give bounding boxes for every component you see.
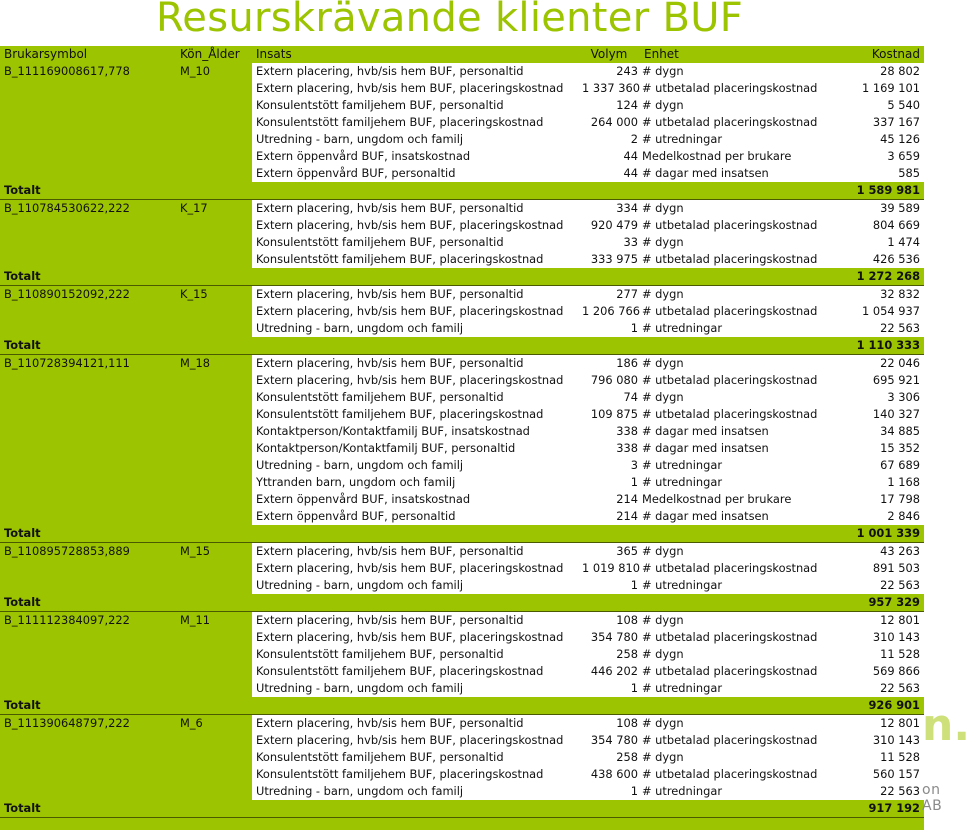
kon-alder-cell (176, 251, 252, 268)
insats-cell: Extern öppenvård BUF, insatskostnad (252, 148, 578, 165)
footer-band-cell (0, 818, 924, 830)
insats-cell: Konsulentstött familjehem BUF, placeringskostnad (252, 766, 578, 783)
kon-alder-cell: M_11 (176, 612, 252, 630)
volym-cell: 3 (578, 457, 640, 474)
brukarsymbol-cell: B_111112384097,222 (0, 612, 176, 630)
enhet-cell: # dygn (640, 355, 840, 373)
kon-alder-cell (176, 680, 252, 697)
table-row (0, 457, 924, 474)
table-row (0, 200, 924, 218)
kon-alder-cell: K_17 (176, 200, 252, 218)
brukarsymbol-cell (0, 749, 176, 766)
kostnad-cell: 12 801 (840, 715, 924, 733)
volym-cell: 1 (578, 320, 640, 337)
brukarsymbol-cell: B_110728394121,111 (0, 355, 176, 373)
column-header-insats: Insats (252, 46, 578, 63)
table-row (0, 320, 924, 337)
table-row (0, 406, 924, 423)
enhet-cell: # utbetalad placeringskostnad (640, 560, 840, 577)
volym-cell: 365 (578, 543, 640, 561)
table-row (0, 715, 924, 733)
kostnad-cell: 695 921 (840, 372, 924, 389)
volym-cell: 186 (578, 355, 640, 373)
table-row (0, 165, 924, 182)
insats-cell: Konsulentstött familjehem BUF, placeringskostnad (252, 251, 578, 268)
kon-alder-cell (176, 560, 252, 577)
enhet-cell: # dygn (640, 715, 840, 733)
brukarsymbol-cell (0, 766, 176, 783)
kon-alder-cell (176, 234, 252, 251)
total-row (0, 268, 924, 286)
brukarsymbol-cell (0, 646, 176, 663)
volym-cell: 1 (578, 577, 640, 594)
kon-alder-cell (176, 406, 252, 423)
kon-alder-cell (176, 457, 252, 474)
enhet-cell: # utbetalad placeringskostnad (640, 114, 840, 131)
brukarsymbol-cell: B_110890152092,222 (0, 286, 176, 304)
kostnad-cell: 22 563 (840, 783, 924, 800)
volym-cell: 1 019 810 (578, 560, 640, 577)
kon-alder-cell (176, 165, 252, 182)
insats-cell: Extern öppenvård BUF, personaltid (252, 508, 578, 525)
enhet-cell: # utbetalad placeringskostnad (640, 303, 840, 320)
kostnad-cell: 1 168 (840, 474, 924, 491)
brukarsymbol-cell (0, 491, 176, 508)
kon-alder-cell (176, 423, 252, 440)
kostnad-cell: 337 167 (840, 114, 924, 131)
volym-cell: 243 (578, 63, 640, 80)
kostnad-cell: 28 802 (840, 63, 924, 80)
volym-cell: 108 (578, 612, 640, 630)
brukarsymbol-cell (0, 131, 176, 148)
brukarsymbol-cell (0, 783, 176, 800)
enhet-cell: # dygn (640, 612, 840, 630)
table-row (0, 389, 924, 406)
kostnad-cell: 310 143 (840, 629, 924, 646)
volym-cell: 108 (578, 715, 640, 733)
kostnad-cell: 22 563 (840, 680, 924, 697)
insats-cell: Konsulentstött familjehem BUF, personaltid (252, 646, 578, 663)
total-row (0, 182, 924, 200)
total-label: Totalt (0, 525, 840, 543)
enhet-cell: # dagar med insatsen (640, 508, 840, 525)
volym-cell: 74 (578, 389, 640, 406)
table-row (0, 732, 924, 749)
insats-cell: Extern placering, hvb/sis hem BUF, personaltid (252, 543, 578, 561)
kon-alder-cell (176, 474, 252, 491)
enhet-cell: # dygn (640, 749, 840, 766)
brukarsymbol-cell (0, 508, 176, 525)
enhet-cell: # dagar med insatsen (640, 423, 840, 440)
kostnad-cell: 32 832 (840, 286, 924, 304)
company-name-fragment: on AB (922, 782, 960, 814)
kostnad-cell: 1 169 101 (840, 80, 924, 97)
enhet-cell: # utredningar (640, 577, 840, 594)
enhet-cell: # dygn (640, 646, 840, 663)
table-row (0, 680, 924, 697)
volym-cell: 214 (578, 508, 640, 525)
total-value: 1 110 333 (840, 337, 924, 355)
volym-cell: 796 080 (578, 372, 640, 389)
brukarsymbol-cell (0, 577, 176, 594)
volym-cell: 1 (578, 680, 640, 697)
brukarsymbol-cell (0, 457, 176, 474)
insats-cell: Konsulentstött familjehem BUF, personaltid (252, 97, 578, 114)
table-row (0, 766, 924, 783)
insats-cell: Konsulentstött familjehem BUF, personaltid (252, 389, 578, 406)
kon-alder-cell (176, 80, 252, 97)
kon-alder-cell (176, 508, 252, 525)
table-row (0, 577, 924, 594)
enhet-cell: # dagar med insatsen (640, 165, 840, 182)
brukarsymbol-cell (0, 560, 176, 577)
kostnad-cell: 585 (840, 165, 924, 182)
kon-alder-cell (176, 783, 252, 800)
table-row (0, 372, 924, 389)
table-row (0, 234, 924, 251)
table-row (0, 629, 924, 646)
brukarsymbol-cell (0, 165, 176, 182)
kon-alder-cell: M_10 (176, 63, 252, 80)
enhet-cell: # utbetalad placeringskostnad (640, 217, 840, 234)
insats-cell: Extern placering, hvb/sis hem BUF, placeringskostnad (252, 629, 578, 646)
enhet-cell: # utbetalad placeringskostnad (640, 629, 840, 646)
table-row (0, 646, 924, 663)
brukarsymbol-cell (0, 663, 176, 680)
volym-cell: 264 000 (578, 114, 640, 131)
table-row (0, 560, 924, 577)
kostnad-cell: 5 540 (840, 97, 924, 114)
insats-cell: Utredning - barn, ungdom och familj (252, 577, 578, 594)
brukarsymbol-cell (0, 389, 176, 406)
kostnad-cell: 22 563 (840, 320, 924, 337)
table-row (0, 491, 924, 508)
kostnad-cell: 426 536 (840, 251, 924, 268)
insats-cell: Extern placering, hvb/sis hem BUF, placeringskostnad (252, 80, 578, 97)
table-row (0, 543, 924, 561)
kon-alder-cell (176, 577, 252, 594)
kon-alder-cell (176, 440, 252, 457)
total-row (0, 594, 924, 612)
insats-cell: Utredning - barn, ungdom och familj (252, 320, 578, 337)
table-row (0, 612, 924, 630)
volym-cell: 214 (578, 491, 640, 508)
kon-alder-cell (176, 663, 252, 680)
kon-alder-cell (176, 217, 252, 234)
brukarsymbol-cell: B_110784530622,222 (0, 200, 176, 218)
table-row (0, 80, 924, 97)
insats-cell: Extern placering, hvb/sis hem BUF, placeringskostnad (252, 732, 578, 749)
total-value: 1 589 981 (840, 182, 924, 200)
column-header-kon-alder: Kön_Ålder (176, 46, 252, 63)
insats-cell: Extern placering, hvb/sis hem BUF, placeringskostnad (252, 303, 578, 320)
insats-cell: Extern placering, hvb/sis hem BUF, personaltid (252, 200, 578, 218)
kon-alder-cell (176, 131, 252, 148)
enhet-cell: # dagar med insatsen (640, 440, 840, 457)
kostnad-cell: 11 528 (840, 646, 924, 663)
enhet-cell: # utredningar (640, 680, 840, 697)
enhet-cell: # utredningar (640, 474, 840, 491)
kostnad-cell: 3 306 (840, 389, 924, 406)
kostnad-cell: 1 054 937 (840, 303, 924, 320)
kostnad-cell: 560 157 (840, 766, 924, 783)
volym-cell: 354 780 (578, 732, 640, 749)
kostnad-cell: 43 263 (840, 543, 924, 561)
enhet-cell: # utredningar (640, 783, 840, 800)
kostnad-cell: 140 327 (840, 406, 924, 423)
insats-cell: Konsulentstött familjehem BUF, placeringskostnad (252, 663, 578, 680)
brukarsymbol-cell (0, 97, 176, 114)
kostnad-cell: 1 474 (840, 234, 924, 251)
kon-alder-cell (176, 629, 252, 646)
enhet-cell: # dygn (640, 97, 840, 114)
kostnad-cell: 67 689 (840, 457, 924, 474)
volym-cell: 258 (578, 749, 640, 766)
kostnad-cell: 569 866 (840, 663, 924, 680)
table-row (0, 148, 924, 165)
kostnad-cell: 34 885 (840, 423, 924, 440)
volym-cell: 333 975 (578, 251, 640, 268)
enhet-cell: # utredningar (640, 131, 840, 148)
brukarsymbol-cell: B_111169008617,778 (0, 63, 176, 80)
brukarsymbol-cell (0, 148, 176, 165)
insats-cell: Utredning - barn, ungdom och familj (252, 680, 578, 697)
brukarsymbol-cell (0, 303, 176, 320)
kon-alder-cell (176, 491, 252, 508)
kon-alder-cell: M_6 (176, 715, 252, 733)
enhet-cell: # dygn (640, 389, 840, 406)
enhet-cell: # utbetalad placeringskostnad (640, 663, 840, 680)
total-label: Totalt (0, 182, 840, 200)
enhet-cell: # dygn (640, 63, 840, 80)
table-row (0, 217, 924, 234)
volym-cell: 338 (578, 423, 640, 440)
kostnad-cell: 17 798 (840, 491, 924, 508)
enhet-cell: # utbetalad placeringskostnad (640, 251, 840, 268)
total-label: Totalt (0, 268, 840, 286)
volym-cell: 109 875 (578, 406, 640, 423)
brukarsymbol-cell (0, 440, 176, 457)
volym-cell: 2 (578, 131, 640, 148)
table-body (0, 63, 924, 830)
brukarsymbol-cell: B_111390648797,222 (0, 715, 176, 733)
brukarsymbol-cell (0, 629, 176, 646)
insats-cell: Extern öppenvård BUF, insatskostnad (252, 491, 578, 508)
kostnad-cell: 310 143 (840, 732, 924, 749)
total-label: Totalt (0, 594, 840, 612)
insats-cell: Extern placering, hvb/sis hem BUF, personaltid (252, 715, 578, 733)
kostnad-cell: 804 669 (840, 217, 924, 234)
total-label: Totalt (0, 697, 840, 715)
insats-cell: Utredning - barn, ungdom och familj (252, 131, 578, 148)
insats-cell: Extern placering, hvb/sis hem BUF, placeringskostnad (252, 372, 578, 389)
table-footer-band (0, 818, 924, 830)
insats-cell: Extern placering, hvb/sis hem BUF, placeringskostnad (252, 217, 578, 234)
total-row (0, 525, 924, 543)
brukarsymbol-cell (0, 217, 176, 234)
kostnad-cell: 22 563 (840, 577, 924, 594)
kon-alder-cell (176, 97, 252, 114)
volym-cell: 124 (578, 97, 640, 114)
kon-alder-cell (176, 389, 252, 406)
table-row (0, 114, 924, 131)
table-row (0, 251, 924, 268)
enhet-cell: # dygn (640, 234, 840, 251)
volym-cell: 33 (578, 234, 640, 251)
client-cost-table (0, 46, 924, 830)
insats-cell: Konsulentstött familjehem BUF, placeringskostnad (252, 114, 578, 131)
volym-cell: 446 202 (578, 663, 640, 680)
volym-cell: 277 (578, 286, 640, 304)
kon-alder-cell (176, 303, 252, 320)
table-row (0, 474, 924, 491)
kon-alder-cell (176, 148, 252, 165)
brukarsymbol-cell (0, 372, 176, 389)
column-header-volym: Volym (578, 46, 640, 63)
insats-cell: Yttranden barn, ungdom och familj (252, 474, 578, 491)
total-label: Totalt (0, 337, 840, 355)
brukarsymbol-cell (0, 406, 176, 423)
volym-cell: 44 (578, 165, 640, 182)
total-value: 926 901 (840, 697, 924, 715)
table-row (0, 355, 924, 373)
enhet-cell: # utbetalad placeringskostnad (640, 372, 840, 389)
insats-cell: Konsulentstött familjehem BUF, personaltid (252, 234, 578, 251)
brukarsymbol-cell (0, 732, 176, 749)
kon-alder-cell: M_15 (176, 543, 252, 561)
table-row (0, 303, 924, 320)
kostnad-cell: 39 589 (840, 200, 924, 218)
table-row (0, 749, 924, 766)
enhet-cell: # utredningar (640, 320, 840, 337)
kostnad-cell: 15 352 (840, 440, 924, 457)
volym-cell: 1 206 766 (578, 303, 640, 320)
insats-cell: Kontaktperson/Kontaktfamilj BUF, insatskostnad (252, 423, 578, 440)
table-row (0, 97, 924, 114)
table-row (0, 423, 924, 440)
kostnad-cell: 2 846 (840, 508, 924, 525)
insats-cell: Extern öppenvård BUF, personaltid (252, 165, 578, 182)
insats-cell: Utredning - barn, ungdom och familj (252, 457, 578, 474)
insats-cell: Kontaktperson/Kontaktfamilj BUF, personaltid (252, 440, 578, 457)
column-header-brukarsymbol: Brukarsymbol (0, 46, 176, 63)
brukarsymbol-cell (0, 474, 176, 491)
insats-cell: Konsulentstött familjehem BUF, placeringskostnad (252, 406, 578, 423)
table-row (0, 286, 924, 304)
total-row (0, 800, 924, 818)
enhet-cell: # dygn (640, 200, 840, 218)
kostnad-cell: 891 503 (840, 560, 924, 577)
insats-cell: Extern placering, hvb/sis hem BUF, personaltid (252, 286, 578, 304)
column-header-enhet: Enhet (640, 46, 840, 63)
kon-alder-cell (176, 749, 252, 766)
brukarsymbol-cell (0, 80, 176, 97)
table-row (0, 508, 924, 525)
insats-cell: Extern placering, hvb/sis hem BUF, placeringskostnad (252, 560, 578, 577)
enhet-cell: # dygn (640, 543, 840, 561)
volym-cell: 1 337 360 (578, 80, 640, 97)
table-row (0, 131, 924, 148)
volym-cell: 334 (578, 200, 640, 218)
brukarsymbol-cell (0, 234, 176, 251)
kon-alder-cell: K_15 (176, 286, 252, 304)
total-row (0, 337, 924, 355)
header-row (0, 46, 924, 63)
volym-cell: 338 (578, 440, 640, 457)
table-row (0, 663, 924, 680)
kostnad-cell: 45 126 (840, 131, 924, 148)
enhet-cell: # utredningar (640, 457, 840, 474)
insats-cell: Utredning - barn, ungdom och familj (252, 783, 578, 800)
kon-alder-cell (176, 372, 252, 389)
enhet-cell: # utbetalad placeringskostnad (640, 732, 840, 749)
column-header-kostnad: Kostnad (840, 46, 924, 63)
enhet-cell: # dygn (640, 286, 840, 304)
enhet-cell: Medelkostnad per brukare (640, 491, 840, 508)
total-value: 917 192 (840, 800, 924, 818)
page-title: Resurskrävande klienter BUF (156, 0, 743, 42)
table-row (0, 63, 924, 80)
brukarsymbol-cell (0, 251, 176, 268)
kostnad-cell: 3 659 (840, 148, 924, 165)
brukarsymbol-cell (0, 114, 176, 131)
kon-alder-cell: M_18 (176, 355, 252, 373)
brukarsymbol-cell (0, 680, 176, 697)
total-value: 1 001 339 (840, 525, 924, 543)
kostnad-cell: 11 528 (840, 749, 924, 766)
table-row (0, 440, 924, 457)
insats-cell: Extern placering, hvb/sis hem BUF, personaltid (252, 63, 578, 80)
kostnad-cell: 22 046 (840, 355, 924, 373)
insats-cell: Extern placering, hvb/sis hem BUF, personaltid (252, 355, 578, 373)
kon-alder-cell (176, 646, 252, 663)
volym-cell: 44 (578, 148, 640, 165)
brukarsymbol-cell (0, 320, 176, 337)
insats-cell: Konsulentstött familjehem BUF, personaltid (252, 749, 578, 766)
kon-alder-cell (176, 766, 252, 783)
volym-cell: 920 479 (578, 217, 640, 234)
total-value: 957 329 (840, 594, 924, 612)
kon-alder-cell (176, 320, 252, 337)
insats-cell: Extern placering, hvb/sis hem BUF, personaltid (252, 612, 578, 630)
table-row (0, 783, 924, 800)
total-row (0, 697, 924, 715)
brukarsymbol-cell: B_110895728853,889 (0, 543, 176, 561)
company-logo-fragment: n. (922, 706, 970, 746)
enhet-cell: # utbetalad placeringskostnad (640, 766, 840, 783)
volym-cell: 1 (578, 783, 640, 800)
enhet-cell: # utbetalad placeringskostnad (640, 406, 840, 423)
volym-cell: 438 600 (578, 766, 640, 783)
kon-alder-cell (176, 114, 252, 131)
enhet-cell: Medelkostnad per brukare (640, 148, 840, 165)
enhet-cell: # utbetalad placeringskostnad (640, 80, 840, 97)
brukarsymbol-cell (0, 423, 176, 440)
total-label: Totalt (0, 800, 840, 818)
kostnad-cell: 12 801 (840, 612, 924, 630)
total-value: 1 272 268 (840, 268, 924, 286)
kon-alder-cell (176, 732, 252, 749)
volym-cell: 354 780 (578, 629, 640, 646)
volym-cell: 1 (578, 474, 640, 491)
volym-cell: 258 (578, 646, 640, 663)
